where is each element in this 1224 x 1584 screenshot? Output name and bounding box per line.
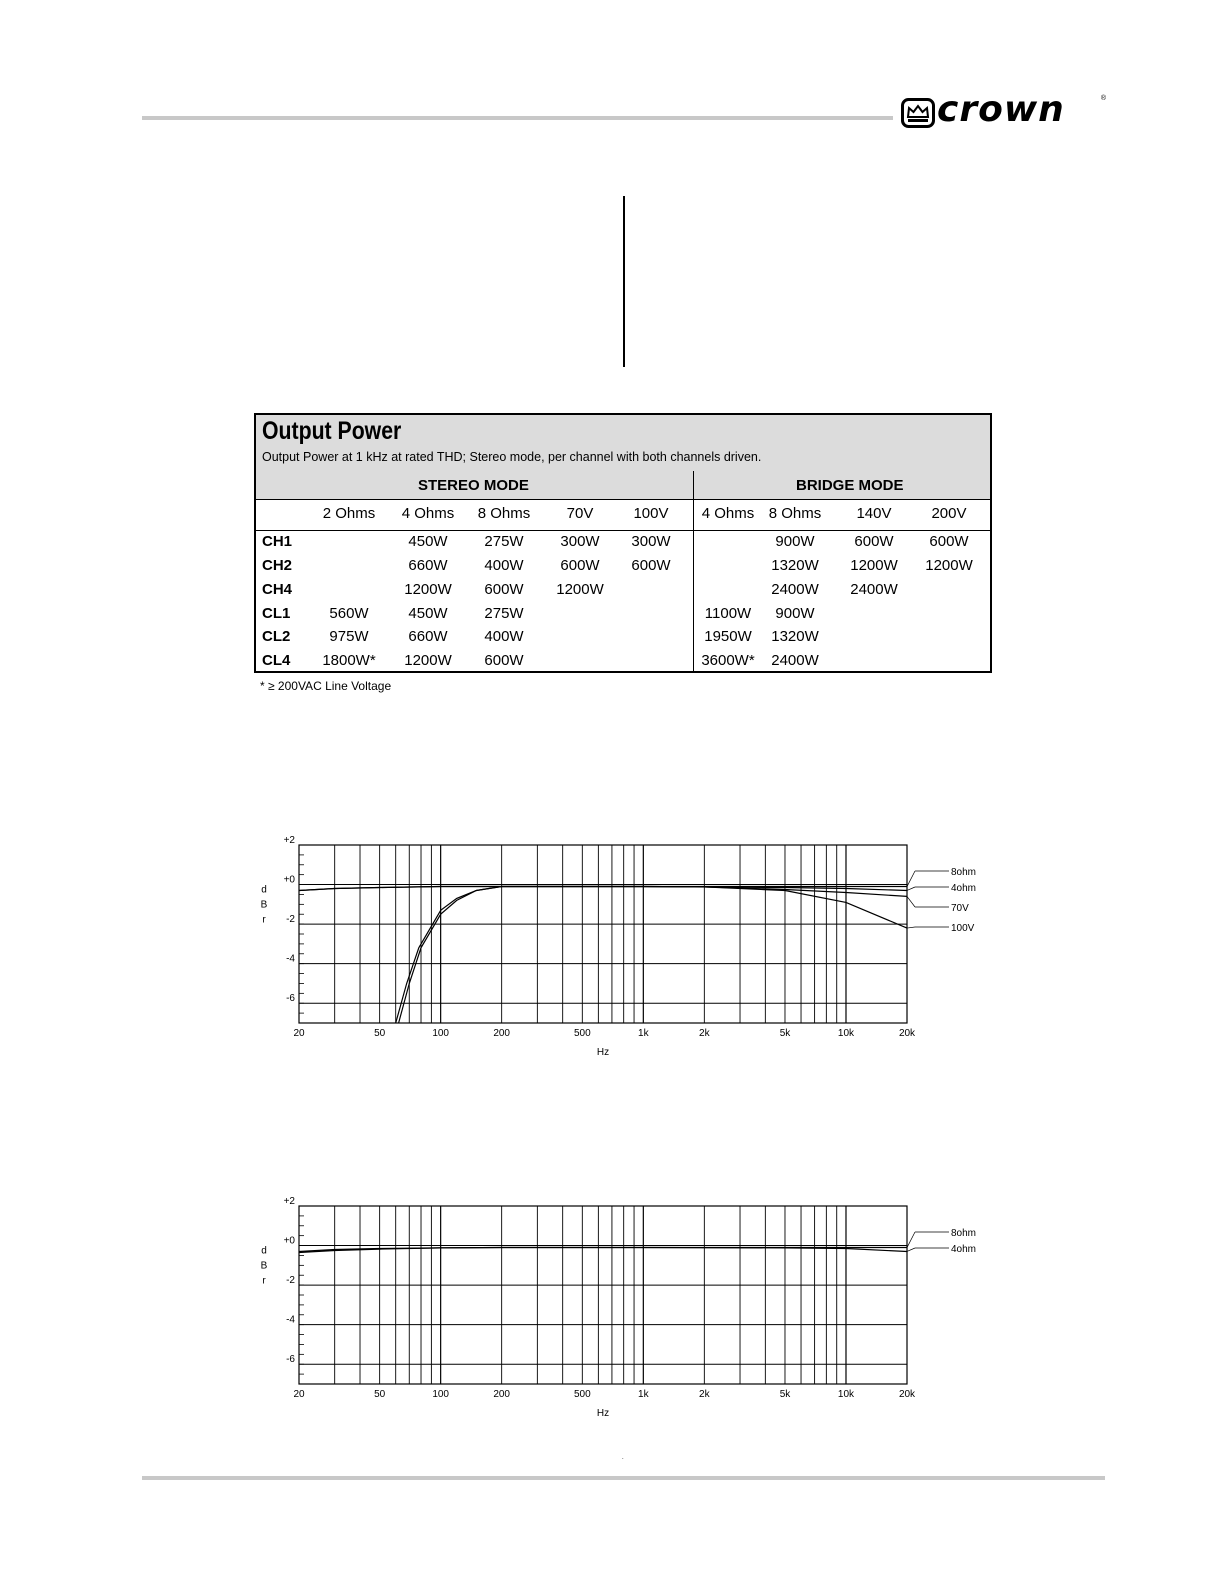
bridge-mode-label: BRIDGE MODE	[796, 477, 904, 494]
x-tick-label: 200	[493, 1389, 511, 1400]
x-tick-label: 20	[293, 1028, 305, 1039]
x-tick-label: 50	[374, 1389, 386, 1400]
y-tick-label: -4	[286, 1314, 295, 1326]
series-label: 100V	[951, 923, 975, 934]
x-tick-label: 50	[374, 1028, 386, 1039]
table-cell: 600W	[484, 581, 524, 598]
series-leader	[907, 896, 915, 907]
table-cell: 275W	[484, 533, 524, 550]
table-title: Output Power	[262, 417, 402, 445]
y-tick-label: -4	[286, 953, 295, 965]
chart-grid	[299, 845, 907, 1023]
row-label: CH4	[262, 581, 293, 598]
x-tick-label: 1k	[638, 1389, 649, 1400]
table-cell: 1200W	[556, 581, 604, 598]
plot-frame	[299, 845, 907, 1023]
row-label: CL1	[262, 605, 291, 622]
table-cell: 1200W	[404, 652, 452, 669]
table-cell: 1200W	[404, 581, 452, 598]
x-tick-label: 100	[432, 1028, 450, 1039]
plot-frame	[299, 1206, 907, 1384]
x-tick-label: 2k	[699, 1389, 710, 1400]
registered-mark: ®	[1100, 95, 1106, 102]
series-leader	[907, 1232, 915, 1248]
table-cell: 400W	[484, 628, 524, 645]
x-tick-label: 500	[573, 1389, 591, 1400]
series-leader	[907, 871, 915, 887]
table-cell: 1200W	[850, 557, 898, 574]
x-tick-label: 100	[432, 1389, 450, 1400]
x-tick-label: 1k	[638, 1028, 649, 1039]
table-subtitle: Output Power at 1 kHz at rated THD; Stereo mode, per channel with both channels driven.	[262, 450, 762, 464]
y-tick-label: -2	[286, 1275, 295, 1287]
chart-1-svg	[250, 835, 990, 1070]
col-header: 8 Ohms	[768, 505, 822, 522]
chart-grid	[299, 1206, 907, 1384]
footer-rule	[142, 1476, 1105, 1480]
table-cell: 1950W	[704, 628, 752, 645]
brand-wordmark: crown	[937, 89, 1065, 130]
column-header-row	[256, 500, 990, 531]
x-tick-label: 20k	[898, 1389, 916, 1400]
table-cell: 900W	[775, 605, 815, 622]
x-tick-label: 10k	[837, 1028, 855, 1039]
table-cell: 600W	[929, 533, 969, 550]
y-axis-label-char: B	[260, 899, 268, 911]
series-leader	[907, 887, 915, 890]
col-header: 200V	[931, 505, 967, 522]
x-tick-label: 2k	[699, 1028, 710, 1039]
crown-icon	[901, 98, 935, 128]
table-cell: 660W	[408, 628, 448, 645]
row-label: CH2	[262, 557, 293, 574]
y-tick-label: +2	[283, 835, 295, 846]
table-cell: 900W	[775, 533, 815, 550]
table-cell: 600W	[631, 557, 671, 574]
row-label: CL2	[262, 628, 291, 645]
x-tick-label: 5k	[779, 1389, 791, 1400]
table-cell: 2400W	[850, 581, 898, 598]
table-cell: 275W	[484, 605, 524, 622]
table-cell: 400W	[484, 557, 524, 574]
col-header: 2 Ohms	[322, 505, 376, 522]
series-leader	[907, 1248, 915, 1251]
y-tick-label: +0	[283, 1235, 295, 1247]
table-cell: 1800W*	[322, 652, 376, 669]
y-tick-label: -6	[286, 993, 295, 1005]
series-label: 4ohm	[951, 1244, 977, 1255]
table-cell: 2400W	[771, 652, 819, 669]
x-tick-label: 10k	[837, 1389, 855, 1400]
mode-header-row	[256, 471, 990, 500]
y-tick-label: +0	[283, 874, 295, 886]
stereo-mode-label: STEREO MODE	[418, 477, 529, 494]
table-cell: 660W	[408, 557, 448, 574]
table-cell: 600W	[484, 652, 524, 669]
y-tick-label: -2	[286, 914, 295, 926]
table-cell: 3600W*	[701, 652, 755, 669]
col-header: 4 Ohms	[401, 505, 455, 522]
table-cell: 560W	[329, 605, 369, 622]
table-cell: 1100W	[704, 605, 752, 622]
series-label: 8ohm	[951, 1228, 977, 1239]
table-footnote: * ≥ 200VAC Line Voltage	[260, 679, 392, 693]
footer-mark: .	[622, 1455, 624, 1461]
table-cell: 2400W	[771, 581, 819, 598]
table-cell: 450W	[408, 605, 448, 622]
x-tick-label: 500	[573, 1028, 591, 1039]
table-cell: 300W	[631, 533, 671, 550]
table-cell: 600W	[854, 533, 894, 550]
row-label: CH1	[262, 533, 293, 550]
col-header: 100V	[633, 505, 669, 522]
table-cell: 600W	[560, 557, 600, 574]
col-header: 70V	[566, 505, 594, 522]
row-label: CL4	[262, 652, 291, 669]
series-leader	[907, 927, 915, 928]
col-header: 4 Ohms	[701, 505, 755, 522]
series-label: 70V	[951, 903, 969, 914]
header-rule	[142, 116, 893, 120]
series-label: 4ohm	[951, 883, 977, 894]
table-cell: 1200W	[925, 557, 973, 574]
col-header: 8 Ohms	[477, 505, 531, 522]
table-cell: 1320W	[771, 557, 819, 574]
frequency-response-chart-1	[250, 835, 990, 1070]
y-tick-label: -6	[286, 1354, 295, 1366]
y-tick-label: +2	[283, 1196, 295, 1207]
column-divider	[623, 196, 625, 367]
y-axis-label-char: d	[261, 1245, 267, 1257]
table-cell: 300W	[560, 533, 600, 550]
x-tick-label: 200	[493, 1028, 511, 1039]
chart-2-svg	[250, 1196, 990, 1431]
x-tick-label: 20	[293, 1389, 305, 1400]
x-axis-label: Hz	[596, 1047, 610, 1058]
col-header: 140V	[856, 505, 892, 522]
output-power-table	[254, 413, 992, 673]
frequency-response-chart-2	[250, 1196, 990, 1431]
crown-logo	[901, 89, 1106, 131]
series-line-100V	[396, 887, 907, 1024]
series-line-70V	[399, 887, 907, 1024]
table-cell: 1320W	[771, 628, 819, 645]
x-tick-label: 20k	[898, 1028, 916, 1039]
table-cell: 975W	[329, 628, 369, 645]
y-axis-label-char: d	[261, 884, 267, 896]
x-tick-label: 5k	[779, 1028, 791, 1039]
y-axis-label-char: r	[262, 1275, 266, 1287]
table-cell: 450W	[408, 533, 448, 550]
series-label: 8ohm	[951, 867, 977, 878]
y-axis-label-char: B	[260, 1260, 268, 1272]
y-axis-label-char: r	[262, 914, 266, 926]
table-header	[256, 415, 990, 472]
x-axis-label: Hz	[596, 1408, 610, 1419]
